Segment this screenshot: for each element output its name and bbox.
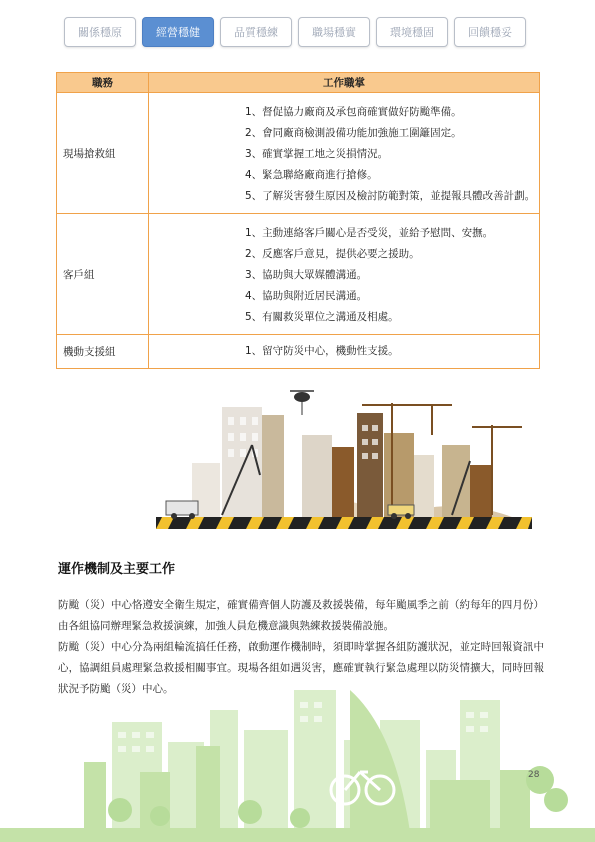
task-item: 1、主動連絡客戶關心是否受災，並給予慰問、安撫。 xyxy=(245,226,494,239)
section-title: 運作機制及主要工作 xyxy=(58,562,176,577)
tab-workplace[interactable]: 職場穩實 xyxy=(298,17,370,47)
role-cell: 客戶組 xyxy=(57,214,149,335)
task-item: 5、有關救災單位之溝通及相處。 xyxy=(245,310,399,323)
header-role: 職務 xyxy=(57,73,149,93)
tasks-cell xyxy=(149,214,540,335)
tasks-cell xyxy=(149,335,540,369)
role-cell: 現場搶救組 xyxy=(57,93,149,214)
task-item: 2、會同廠商檢測設備功能加強施工圍籬固定。 xyxy=(245,126,462,139)
tab-operations[interactable]: 經營穩健 xyxy=(142,17,214,47)
tab-relationship[interactable]: 關係穩原 xyxy=(64,17,136,47)
table-header-row xyxy=(57,73,540,93)
task-item: 1、督促協力廠商及承包商確實做好防颱準備。 xyxy=(245,105,462,118)
tab-environment[interactable]: 環境穩固 xyxy=(376,17,448,47)
table-row xyxy=(57,93,540,214)
task-item: 3、協助與大眾媒體溝通。 xyxy=(245,268,368,281)
role-cell: 機動支援組 xyxy=(57,335,149,369)
city-skyline-illustration xyxy=(0,650,595,842)
table-row xyxy=(57,335,540,369)
truck xyxy=(166,501,198,519)
task-item: 3、確實掌握工地之災損情況。 xyxy=(245,147,389,160)
tasks-cell xyxy=(149,93,540,214)
background-buildings xyxy=(192,407,492,517)
paragraph: 防颱（災）中心分為兩組輪流搞任任務，啟動運作機制時，須即時掌握各組防護狀況，並定時回報資訊中心，協調組員處理緊急救援相關事宜。現場各組如遇災害，應確實執行緊急處理以防災情擴大，同時回報狀況予防颱（災）中心。 xyxy=(58,641,544,695)
tab-quality[interactable]: 品質穩練 xyxy=(220,17,292,47)
chapter-tabs xyxy=(64,17,526,47)
duty-table xyxy=(56,72,540,369)
task-item: 1、留守防災中心，機動性支援。 xyxy=(245,345,399,357)
task-item: 2、反應客戶意見，提供必要之援助。 xyxy=(245,247,420,260)
table-row xyxy=(57,214,540,335)
task-item: 4、協助與附近居民溝通。 xyxy=(245,289,368,302)
ground xyxy=(0,828,595,842)
tab-community[interactable]: 回饋穩妥 xyxy=(454,17,526,47)
task-item: 5、了解災害發生原因及檢討防範對策，並提報具體改善計劃。 xyxy=(245,189,536,202)
construction-illustration xyxy=(152,385,536,531)
page-number: 28 xyxy=(528,770,540,780)
paragraph: 防颱（災）中心恪遵安全衛生規定，確實備齊個人防護及救援裝備，每年颱風季之前（約每年的四月份）由各組協同辦理緊急救援演練，加強人員危機意識與熟練救援裝備設施。 xyxy=(58,599,544,632)
helicopter xyxy=(290,391,314,415)
task-item: 4、緊急聯絡廠商進行搶修。 xyxy=(245,168,378,181)
header-duty: 工作職掌 xyxy=(149,73,540,93)
